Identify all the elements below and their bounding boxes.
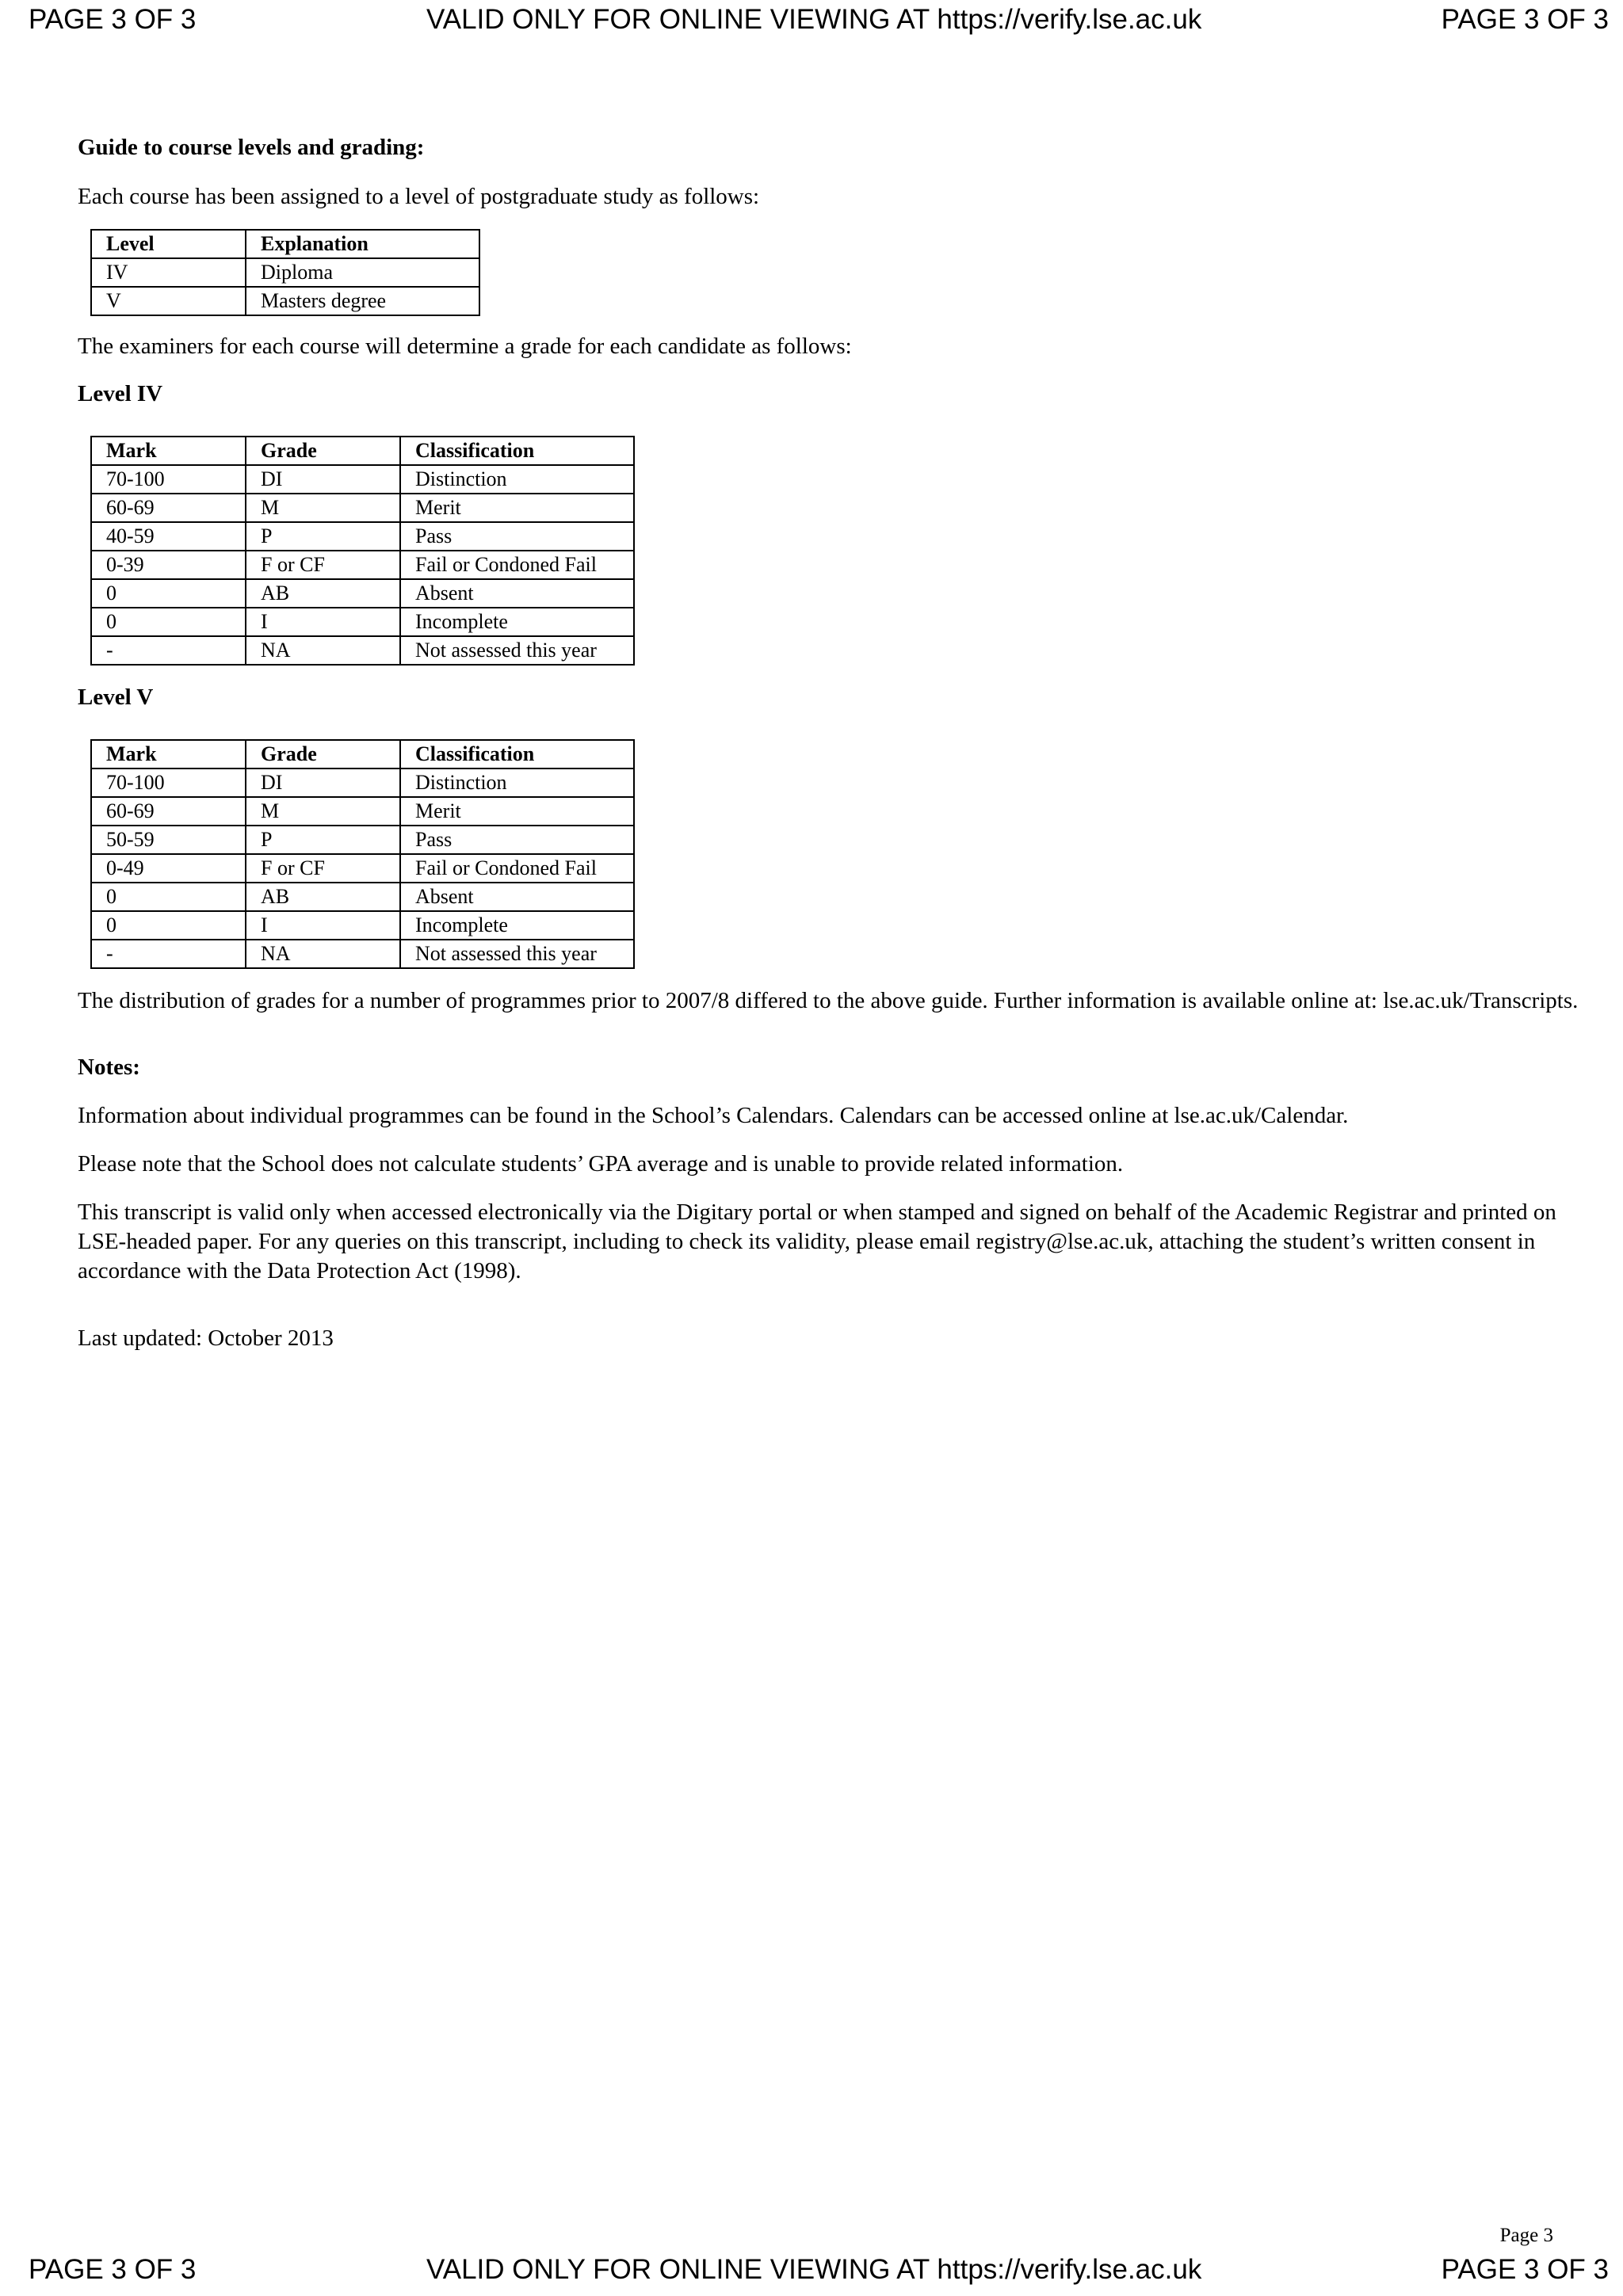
cell-classification: Absent: [400, 883, 634, 911]
table-row: [91, 940, 634, 968]
table-row: [91, 551, 634, 579]
table-row: [91, 797, 634, 826]
cell-mark: 0: [91, 608, 246, 636]
header-mark: Mark: [91, 740, 246, 769]
cell-classification: Fail or Condoned Fail: [400, 551, 634, 579]
cell-mark: 0-49: [91, 854, 246, 883]
last-updated: Last updated: October 2013: [78, 1325, 334, 1351]
table-header-row: [91, 740, 634, 769]
header-grade: Grade: [246, 437, 400, 465]
note-calendars: Information about individual programmes can be found in the School’s Calendars. Calendars can be accessed online at lse.ac.uk/Calendar.: [78, 1103, 1349, 1128]
header-classification: Classification: [400, 740, 634, 769]
cell-grade: F or CF: [246, 854, 400, 883]
cell-mark: -: [91, 940, 246, 968]
cell-grade: I: [246, 911, 400, 940]
top-banner: [0, 0, 1623, 40]
cell-level: V: [91, 287, 246, 315]
table-header-row: [91, 230, 479, 258]
cell-explanation: Masters degree: [246, 287, 479, 315]
cell-mark: 40-59: [91, 522, 246, 551]
page-number: Page 3: [1499, 2225, 1553, 2246]
table-row: [91, 883, 634, 911]
cell-classification: Merit: [400, 797, 634, 826]
cell-classification: Not assessed this year: [400, 940, 634, 968]
cell-mark: -: [91, 636, 246, 665]
header-mark: Mark: [91, 437, 246, 465]
notes-heading: Notes:: [78, 1055, 140, 1080]
level-table: [90, 229, 480, 316]
page-label-left: PAGE 3 OF 3: [29, 2254, 197, 2285]
level-iv-heading: Level IV: [78, 381, 163, 406]
level-v-table: [90, 739, 635, 969]
note-gpa: Please note that the School does not calculate students’ GPA average and is unable to provide related information.: [78, 1151, 1124, 1177]
cell-classification: Not assessed this year: [400, 636, 634, 665]
cell-mark: 70-100: [91, 769, 246, 797]
cell-mark: 60-69: [91, 494, 246, 522]
table-row: [91, 769, 634, 797]
cell-explanation: Diploma: [246, 258, 479, 287]
cell-grade: F or CF: [246, 551, 400, 579]
header-grade: Grade: [246, 740, 400, 769]
document-body: [78, 133, 1583, 1353]
cell-grade: AB: [246, 579, 400, 608]
table-row: [91, 258, 479, 287]
page-label-left: PAGE 3 OF 3: [29, 4, 197, 35]
cell-grade: DI: [246, 769, 400, 797]
cell-classification: Pass: [400, 826, 634, 854]
table-row: [91, 579, 634, 608]
cell-grade: I: [246, 608, 400, 636]
cell-grade: M: [246, 494, 400, 522]
table-row: [91, 522, 634, 551]
cell-grade: NA: [246, 940, 400, 968]
cell-classification: Distinction: [400, 465, 634, 494]
cell-grade: DI: [246, 465, 400, 494]
level-v-heading: Level V: [78, 685, 154, 710]
cell-classification: Distinction: [400, 769, 634, 797]
table-row: [91, 287, 479, 315]
cell-mark: 0-39: [91, 551, 246, 579]
page-label-right: PAGE 3 OF 3: [1441, 2254, 1609, 2285]
cell-mark: 0: [91, 883, 246, 911]
level-iv-table: [90, 436, 635, 666]
header-explanation: Explanation: [246, 230, 479, 258]
examiners-text: The examiners for each course will determine a grade for each candidate as follows:: [78, 334, 852, 359]
validity-notice: VALID ONLY FOR ONLINE VIEWING AT https://verify.lse.ac.uk: [426, 4, 1202, 35]
validity-notice: VALID ONLY FOR ONLINE VIEWING AT https://verify.lse.ac.uk: [426, 2254, 1202, 2285]
cell-mark: 0: [91, 579, 246, 608]
header-classification: Classification: [400, 437, 634, 465]
cell-classification: Incomplete: [400, 911, 634, 940]
cell-classification: Merit: [400, 494, 634, 522]
header-level: Level: [91, 230, 246, 258]
guide-heading: Guide to course levels and grading:: [78, 135, 425, 160]
cell-level: IV: [91, 258, 246, 287]
cell-grade: P: [246, 522, 400, 551]
guide-intro: Each course has been assigned to a level of postgraduate study as follows:: [78, 184, 760, 209]
table-row: [91, 494, 634, 522]
table-row: [91, 608, 634, 636]
cell-mark: 50-59: [91, 826, 246, 854]
table-row: [91, 636, 634, 665]
table-row: [91, 465, 634, 494]
cell-classification: Incomplete: [400, 608, 634, 636]
bottom-banner: [0, 2250, 1623, 2290]
cell-mark: 0: [91, 911, 246, 940]
table-row: [91, 854, 634, 883]
table-row: [91, 826, 634, 854]
note-validity: This transcript is valid only when accessed electronically via the Digitary portal or when stamped and signed on behalf of the Academic Registrar and printed on LSE-headed paper. For any queries on this transcript, including to check its validity, please email registry@lse.ac.uk, attaching the student’s written consent in accordance with the Data Protection Act (1998).: [78, 1199, 1556, 1283]
cell-classification: Pass: [400, 522, 634, 551]
page-label-right: PAGE 3 OF 3: [1441, 4, 1609, 35]
table-row: [91, 911, 634, 940]
table-header-row: [91, 437, 634, 465]
cell-mark: 70-100: [91, 465, 246, 494]
distribution-text: The distribution of grades for a number of programmes prior to 2007/8 differed to the above guide. Further information is available online at: lse.ac.uk/Transcripts.: [78, 988, 1579, 1013]
cell-grade: AB: [246, 883, 400, 911]
cell-classification: Fail or Condoned Fail: [400, 854, 634, 883]
cell-classification: Absent: [400, 579, 634, 608]
cell-mark: 60-69: [91, 797, 246, 826]
cell-grade: M: [246, 797, 400, 826]
cell-grade: NA: [246, 636, 400, 665]
cell-grade: P: [246, 826, 400, 854]
